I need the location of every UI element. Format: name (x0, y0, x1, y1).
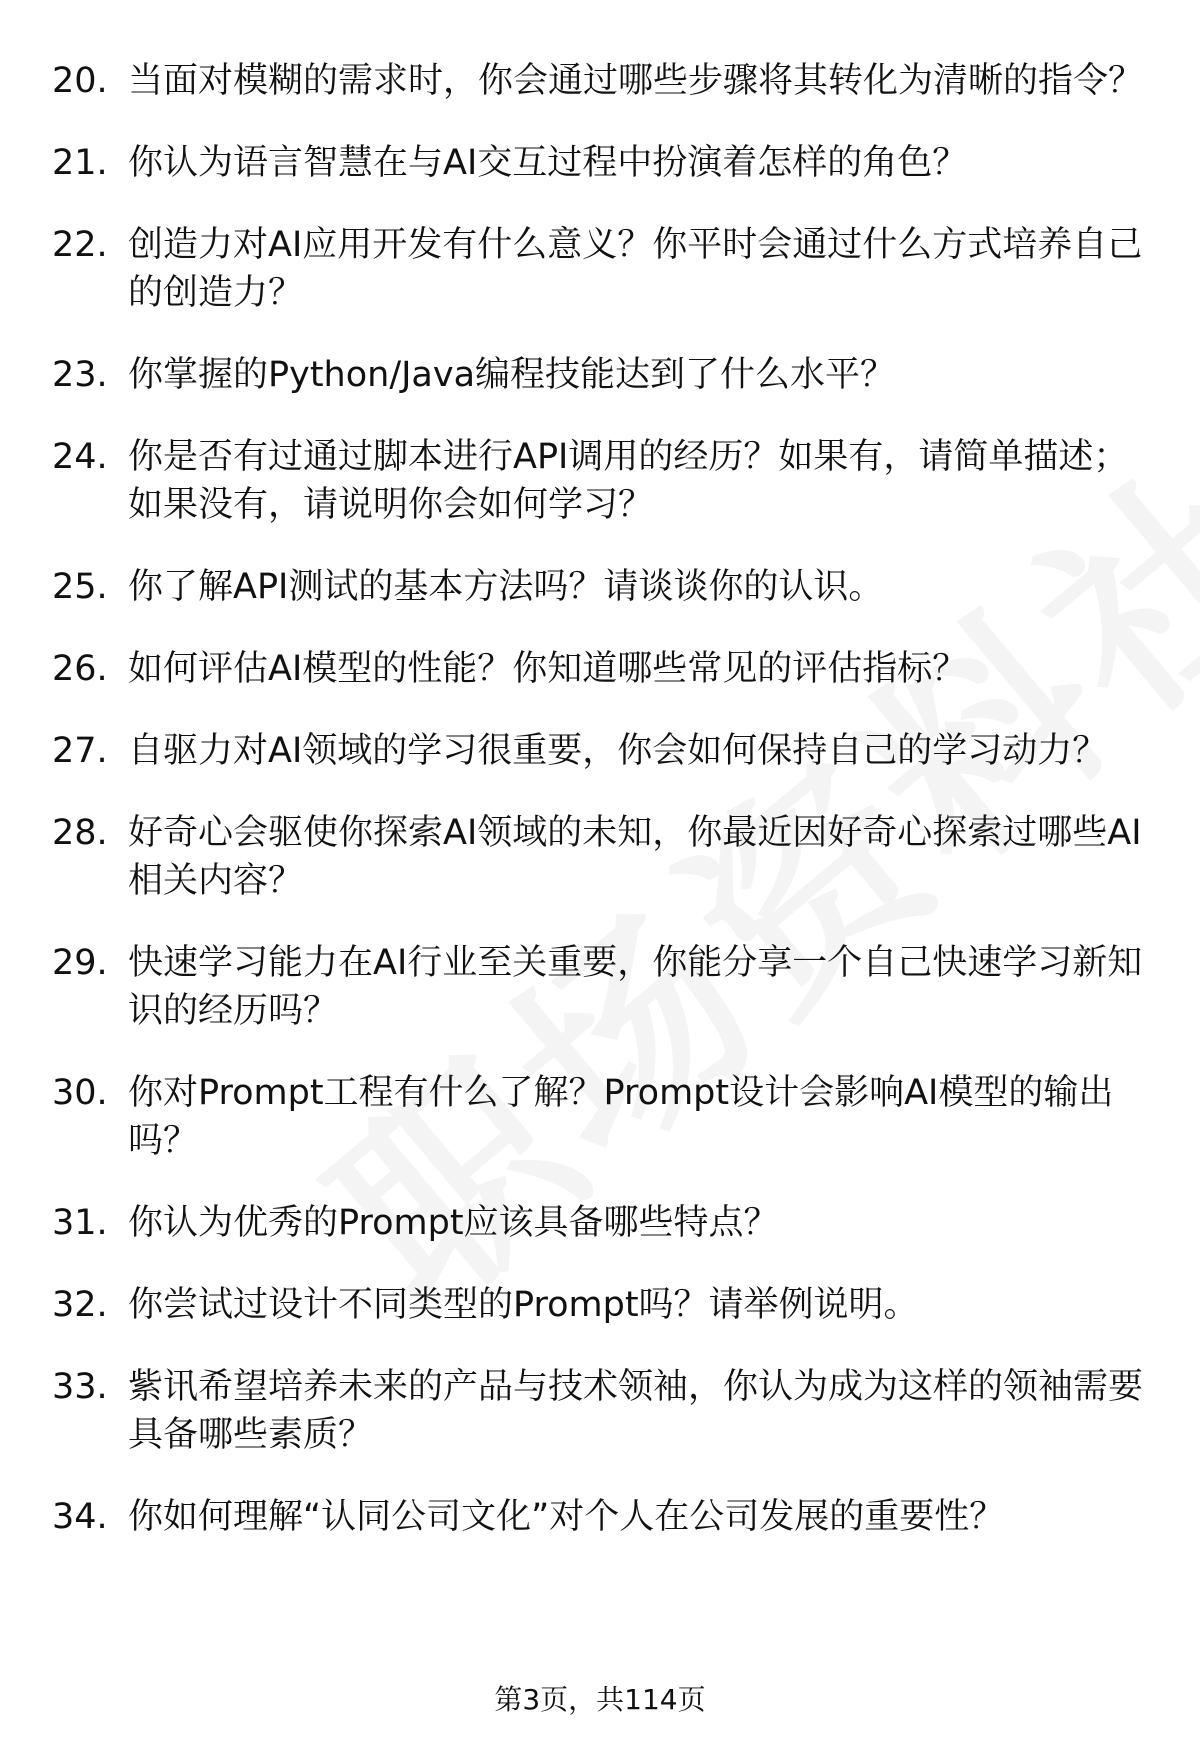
question-text: 快速学习能力在AI行业至关重要，你能分享一个自己快速学习新知识的经历吗？ (128, 943, 1143, 1031)
question-number: 23. (52, 355, 108, 395)
question-number: 28. (52, 813, 108, 853)
question-item (52, 57, 1152, 105)
question-number: 27. (52, 731, 108, 771)
question-number: 20. (52, 61, 108, 101)
question-item (52, 1363, 1152, 1459)
question-list (52, 57, 1152, 1575)
question-number: 21. (52, 143, 108, 183)
question-item (52, 139, 1152, 187)
page-footer: 第3页，共114页 (494, 1683, 706, 1716)
question-number: 29. (52, 943, 108, 983)
question-text: 你了解API测试的基本方法吗？请谈谈你的认识。 (128, 567, 884, 607)
question-item (52, 1493, 1152, 1541)
question-text: 好奇心会驱使你探索AI领域的未知，你最近因好奇心探索过哪些AI相关内容？ (128, 813, 1142, 901)
question-item (52, 809, 1152, 905)
question-text: 创造力对AI应用开发有什么意义？你平时会通过什么方式培养自己的创造力？ (128, 225, 1143, 313)
question-item (52, 433, 1152, 529)
question-item (52, 727, 1152, 775)
question-text: 你如何理解“认同公司文化”对个人在公司发展的重要性？ (128, 1497, 1005, 1537)
question-number: 22. (52, 225, 108, 265)
question-text: 你认为优秀的Prompt应该具备哪些特点？ (128, 1203, 779, 1243)
question-item (52, 1199, 1152, 1247)
question-item (52, 221, 1152, 317)
question-text: 如何评估AI模型的性能？你知道哪些常见的评估指标？ (128, 649, 968, 689)
question-item (52, 1069, 1152, 1165)
question-item (52, 351, 1152, 399)
question-number: 24. (52, 437, 108, 477)
question-number: 31. (52, 1203, 108, 1243)
question-number: 33. (52, 1367, 108, 1407)
question-number: 32. (52, 1285, 108, 1325)
question-item (52, 1281, 1152, 1329)
question-item (52, 645, 1152, 693)
question-text: 你掌握的Python/Java编程技能达到了什么水平？ (128, 355, 896, 395)
question-text: 紫讯希望培养未来的产品与技术领袖，你认为成为这样的领袖需要具备哪些素质？ (128, 1367, 1144, 1455)
question-text: 你是否有过通过脚本进行API调用的经历？如果有，请简单描述；如果没有，请说明你会如何学习？ (128, 437, 1129, 525)
question-item (52, 563, 1152, 611)
question-number: 30. (52, 1073, 108, 1113)
question-text: 你尝试过设计不同类型的Prompt吗？请举例说明。 (128, 1285, 919, 1325)
question-text: 自驱力对AI领域的学习很重要，你会如何保持自己的学习动力？ (128, 731, 1108, 771)
question-number: 26. (52, 649, 108, 689)
question-number: 25. (52, 567, 108, 607)
question-text: 你对Prompt工程有什么了解？Prompt设计会影响AI模型的输出吗？ (128, 1073, 1114, 1161)
question-text: 你认为语言智慧在与AI交互过程中扮演着怎样的角色？ (128, 143, 968, 183)
question-item (52, 939, 1152, 1035)
question-text: 当面对模糊的需求时，你会通过哪些步骤将其转化为清晰的指令？ (128, 61, 1144, 101)
question-number: 34. (52, 1497, 108, 1537)
